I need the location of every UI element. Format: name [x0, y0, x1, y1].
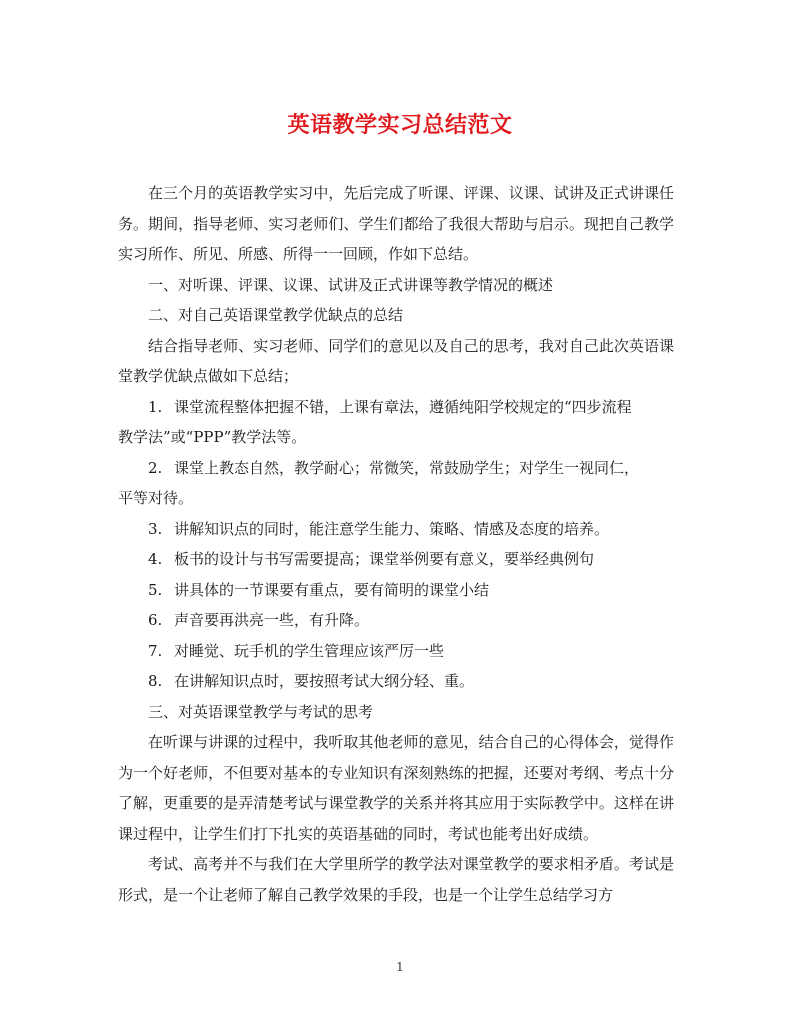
section-heading-2: 二、对自己英语课堂教学优缺点的总结: [148, 306, 404, 324]
list-item-2: [118, 453, 674, 514]
section-heading-3: 三、对英语课堂教学与考试的思考: [148, 702, 374, 721]
list-number: 7.: [148, 641, 163, 660]
list-text-continued: 教学法”或“PPP”教学法等。: [118, 428, 307, 446]
document-body: [118, 178, 674, 910]
page-number: 1: [396, 960, 404, 974]
list-item-7: [118, 636, 674, 667]
list-number: 8.: [148, 672, 163, 690]
list-item-3: [118, 514, 674, 545]
list-number: 2.: [148, 458, 163, 477]
list-number: 3.: [148, 519, 163, 538]
list-text: 课堂上教态自然，教学耐心；常微笑，常鼓励学生；对学生一视同仁，: [174, 458, 640, 477]
list-text: 课堂流程整体把握不错，上课有章法，遵循纯阳学校规定的“四步流程: [174, 397, 632, 416]
section-heading-1: 一、对听课、评课、议课、试讲及正式讲课等教学情况的概述: [148, 275, 554, 294]
list-item-4: [118, 544, 674, 575]
list-text: 对睡觉、玩手机的学生管理应该严厉一些: [174, 641, 445, 660]
list-item-8: [118, 666, 674, 697]
list-number: 4.: [148, 550, 163, 568]
list-text-continued: 平等对待。: [118, 489, 194, 507]
list-number: 1.: [148, 397, 163, 416]
list-text: 讲具体的一节课要有重点，要有简明的课堂小结: [174, 580, 490, 599]
list-item-6: [118, 605, 674, 636]
list-item-1: [118, 392, 674, 453]
list-text: 声音要再洪亮一些，有升降。: [174, 611, 370, 629]
list-text: 在讲解知识点时，要按照考试大纲分轻、重。: [174, 672, 475, 690]
list-text: 讲解知识点的同时，能注意学生能力、策略、情感及态度的培养。: [174, 519, 610, 538]
list-text: 板书的设计与书写需要提高；课堂举例要有意义，要举经典例句: [174, 550, 595, 568]
list-item-5: [118, 575, 674, 606]
intro-paragraph: 在三个月的英语教学实习中，先后完成了听课、评课、议课、试讲及正式讲课任务。期间，指导老师、实习老师们、学生们都给了我很大帮助与启示。现把自己教学实习所作、所见、所感、所得一一回顾，作如下总结。: [118, 184, 674, 263]
section3-paragraph-1: 在听课与讲课的过程中，我听取其他老师的意见，结合自己的心得体会，觉得作为一个好老师，不但要对基本的专业知识有深刻熟练的把握，还要对考纲、考点十分了解，更重要的是弄清楚考试与课堂教学的关系并将其应用于实际教学中。这样在讲课过程中，让学生们打下扎实的英语基础的同时，考试也能考出好成绩。: [118, 733, 674, 843]
section3-paragraph-2: 考试、高考并不与我们在大学里所学的教学法对课堂教学的要求相矛盾。考试是形式，是一个让老师了解自己教学效果的手段，也是一个让学生总结学习方: [118, 855, 674, 904]
section2-intro-paragraph: 结合指导老师、实习老师、同学们的意见以及自己的思考，我对自己此次英语课堂教学优缺点做如下总结；: [118, 336, 674, 385]
document-title: 英语教学实习总结范文: [287, 112, 513, 138]
list-number: 5.: [148, 580, 163, 599]
list-number: 6.: [148, 611, 163, 629]
